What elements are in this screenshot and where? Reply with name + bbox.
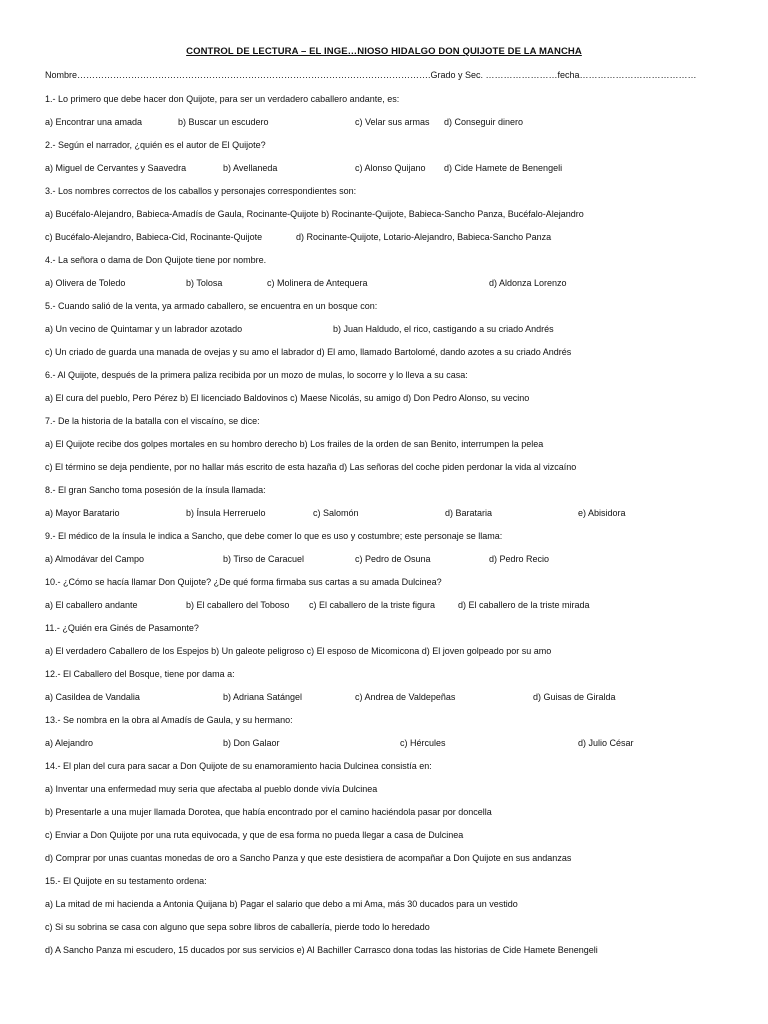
q7-option-cd: c) El término se deja pendiente, por no hallar más escrito de esta hazaña d) Las señoras del coche piden perdonar la vida al vizcaíno [45, 462, 577, 472]
q8-option-a: a) Mayor Baratario [45, 508, 120, 518]
question-12: 12.- El Caballero del Bosque, tiene por dama a: [45, 669, 235, 679]
q15-option-ab: a) La mitad de mi hacienda a Antonia Quijana b) Pagar el salario que debo a mi Ama, más 30 ducados para un vestido [45, 899, 518, 909]
q6-options: a) El cura del pueblo, Pero Pérez b) El licenciado Baldovinos c) Maese Nicolás, su amigo d) Don Pedro Alonso, su vecino [45, 393, 530, 403]
q8-option-b: b) Ínsula Herreruelo [186, 508, 266, 518]
question-2: 2.- Según el narrador, ¿quién es el autor de El Quijote? [45, 140, 266, 150]
q10-option-d: d) El caballero de la triste mirada [458, 600, 590, 610]
q4-option-a: a) Olivera de Toledo [45, 278, 126, 288]
question-15: 15.- El Quijote en su testamento ordena: [45, 876, 207, 886]
q8-option-c: c) Salomón [313, 508, 359, 518]
q5-option-cd: c) Un criado de guarda una manada de ovejas y su amo el labrador d) El amo, llamado Bartolomé, dando azotes a su criado Andrés [45, 347, 572, 357]
q15-option-c: c) Si su sobrina se casa con alguno que sepa sobre libros de caballería, pierde todo lo heredado [45, 922, 430, 932]
question-8: 8.- El gran Sancho toma posesión de la ínsula llamada: [45, 485, 266, 495]
question-4: 4.- La señora o dama de Don Quijote tiene por nombre. [45, 255, 267, 265]
q5-option-a: a) Un vecino de Quintamar y un labrador azotado [45, 324, 243, 334]
q13-option-a: a) Alejandro [45, 738, 94, 748]
q11-options: a) El verdadero Caballero de los Espejos b) Un galeote peligroso c) El esposo de Micomicona d) El joven golpeado por su amo [45, 646, 552, 656]
q12-option-c: c) Andrea de Valdepeñas [355, 692, 456, 702]
q12-option-b: b) Adriana Satángel [223, 692, 303, 702]
q10-option-b: b) El caballero del Toboso [186, 600, 290, 610]
question-14: 14.- El plan del cura para sacar a Don Quijote de su enamoramiento hacia Dulcinea consistía en: [45, 761, 432, 771]
student-info-line: Nombre……………………………………………………………………………………………………….Grado y Sec. ……………………fecha………………………………… [45, 70, 697, 80]
question-9: 9.- El médico de la ínsula le indica a Sancho, que debe comer lo que es uso y costumbre; este personaje se llama: [45, 531, 503, 541]
question-6: 6.- Al Quijote, después de la primera paliza recibida por un mozo de mulas, lo socorre y lo lleva a su casa: [45, 370, 468, 380]
q4-option-c: c) Molinera de Antequera [267, 278, 368, 288]
q10-option-a: a) El caballero andante [45, 600, 138, 610]
q1-option-a: a) Encontrar una amada [45, 117, 143, 127]
q2-option-d: d) Cide Hamete de Benengeli [444, 163, 563, 173]
q13-option-b: b) Don Galaor [223, 738, 280, 748]
question-3: 3.- Los nombres correctos de los caballos y personajes correspondientes son: [45, 186, 357, 196]
question-1: 1.- Lo primero que debe hacer don Quijote, para ser un verdadero caballero andante, es: [45, 94, 400, 104]
q8-option-d: d) Barataria [445, 508, 493, 518]
q12-option-d: d) Guisas de Giralda [533, 692, 616, 702]
q9-option-d: d) Pedro Recio [489, 554, 550, 564]
q3-option-c: c) Bucéfalo-Alejandro, Babieca-Cid, Rocinante-Quijote [45, 232, 263, 242]
q3-option-ab: a) Bucéfalo-Alejandro, Babieca-Amadís de Gaula, Rocinante-Quijote b) Rocinante-Quijote, Babieca-Sancho Panza, Bucéfalo-Alejandro [45, 209, 584, 219]
q7-option-ab: a) El Quijote recibe dos golpes mortales en su hombro derecho b) Los frailes de la orden de san Benito, interrumpen la pelea [45, 439, 544, 449]
q8-option-e: e) Abisidora [578, 508, 626, 518]
q14-option-a: a) Inventar una enfermedad muy seria que afectaba al pueblo donde vivía Dulcinea [45, 784, 378, 794]
q10-option-c: c) El caballero de la triste figura [309, 600, 436, 610]
q12-option-a: a) Casildea de Vandalia [45, 692, 140, 702]
q9-option-b: b) Tirso de Caracuel [223, 554, 305, 564]
question-7: 7.- De la historia de la batalla con el viscaíno, se dice: [45, 416, 260, 426]
q1-option-d: d) Conseguir dinero [444, 117, 524, 127]
q5-option-b: b) Juan Haldudo, el rico, castigando a su criado Andrés [333, 324, 554, 334]
q15-option-de: d) A Sancho Panza mi escudero, 15 ducados por sus servicios e) Al Bachiller Carrasco dona todas las historias de Cide Hamete Benengeli [45, 945, 598, 955]
q2-option-c: c) Alonso Quijano [355, 163, 426, 173]
question-13: 13.- Se nombra en la obra al Amadís de Gaula, y su hermano: [45, 715, 293, 725]
question-11: 11.- ¿Quién era Ginés de Pasamonte? [45, 623, 199, 633]
q14-option-c: c) Enviar a Don Quijote por una ruta equivocada, y que de esa forma no pueda llegar a casa de Dulcinea [45, 830, 464, 840]
question-5: 5.- Cuando salió de la venta, ya armado caballero, se encuentra en un bosque con: [45, 301, 378, 311]
question-10: 10.- ¿Cómo se hacía llamar Don Quijote? ¿De qué forma firmaba sus cartas a su amada Dulcinea? [45, 577, 442, 587]
q4-option-d: d) Aldonza Lorenzo [489, 278, 567, 288]
q13-option-c: c) Hércules [400, 738, 446, 748]
q2-option-a: a) Miguel de Cervantes y Saavedra [45, 163, 187, 173]
q9-option-a: a) Almodávar del Campo [45, 554, 145, 564]
q1-option-c: c) Velar sus armas [355, 117, 430, 127]
q14-option-b: b) Presentarle a una mujer llamada Dorotea, que había encontrado por el camino haciéndola pasar por doncella [45, 807, 492, 817]
page-title: CONTROL DE LECTURA – EL INGE…NIOSO HIDALGO DON QUIJOTE DE LA MANCHA [186, 46, 582, 57]
q9-option-c: c) Pedro de Osuna [355, 554, 431, 564]
q14-option-d: d) Comprar por unas cuantas monedas de oro a Sancho Panza y que este desistiera de acompañar a Don Quijote en sus andanzas [45, 853, 572, 863]
q3-option-d: d) Rocinante-Quijote, Lotario-Alejandro, Babieca-Sancho Panza [296, 232, 552, 242]
q4-option-b: b) Tolosa [186, 278, 223, 288]
q13-option-d: d) Julio César [578, 738, 634, 748]
q1-option-b: b) Buscar un escudero [178, 117, 269, 127]
q2-option-b: b) Avellaneda [223, 163, 278, 173]
